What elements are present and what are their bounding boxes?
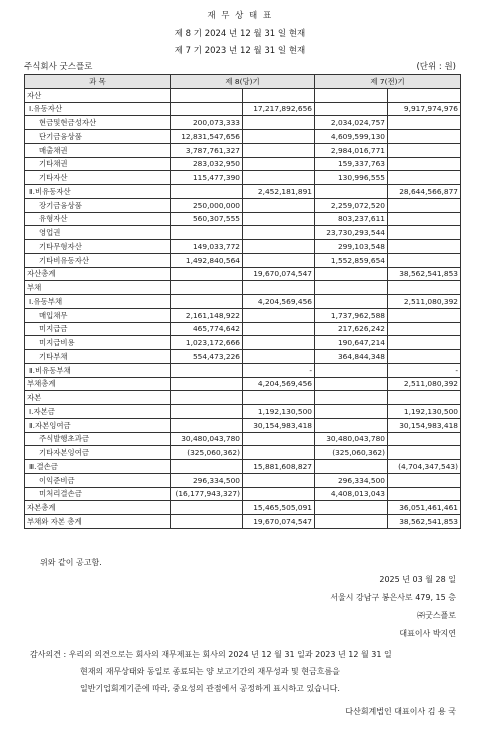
account-label: 영업권: [25, 226, 171, 240]
current-subtotal-value: [243, 212, 315, 226]
prior-subtotal-value: [388, 281, 461, 295]
company-signature: ㈜굿스플로: [417, 611, 456, 620]
account-label: 자산: [25, 88, 171, 102]
prior-subtotal-value: [388, 253, 461, 267]
current-detail-value: [171, 102, 243, 116]
table-row: [25, 253, 461, 267]
current-detail-value: [171, 226, 243, 240]
account-label: 현금및현금성자산: [25, 116, 171, 130]
prior-subtotal-value: -: [388, 363, 461, 377]
prior-detail-value: [315, 267, 388, 281]
table-row: [25, 157, 461, 171]
current-subtotal-value: [243, 171, 315, 185]
table-row: [25, 267, 461, 281]
prior-detail-value: 1,737,962,588: [315, 308, 388, 322]
table-row: [25, 226, 461, 240]
account-label: Ⅱ.자본잉여금: [25, 418, 171, 432]
prior-detail-value: 30,480,043,780: [315, 432, 388, 446]
prior-detail-value: [315, 418, 388, 432]
prior-subtotal-value: [388, 322, 461, 336]
current-detail-value: 2,161,148,922: [171, 308, 243, 322]
prior-subtotal-value: [388, 116, 461, 130]
current-subtotal-value: [243, 432, 315, 446]
table-row: [25, 102, 461, 116]
prior-subtotal-value: [388, 391, 461, 405]
current-detail-value: [171, 295, 243, 309]
table-row: [25, 171, 461, 185]
prior-subtotal-value: [388, 473, 461, 487]
current-detail-value: [171, 267, 243, 281]
table-row: [25, 391, 461, 405]
account-label: 매출채권: [25, 143, 171, 157]
current-subtotal-value: 4,204,569,456: [243, 377, 315, 391]
prior-detail-value: [315, 363, 388, 377]
account-label: 기타부채: [25, 350, 171, 364]
prior-subtotal-value: 28,644,566,877: [388, 185, 461, 199]
current-subtotal-value: [243, 157, 315, 171]
prior-subtotal-value: 1,192,130,500: [388, 405, 461, 419]
table-row: [25, 143, 461, 157]
period-current: 제 8 기 2024 년 12 월 31 일 현재: [174, 29, 306, 39]
prior-detail-value: [315, 515, 388, 529]
current-subtotal-value: 30,154,983,418: [243, 418, 315, 432]
current-detail-value: 30,480,043,780: [171, 432, 243, 446]
table-row: [25, 473, 461, 487]
account-label: 자본총계: [25, 501, 171, 515]
prior-detail-value: 2,984,016,771: [315, 143, 388, 157]
header-prior-period: 제 7(전)기: [315, 75, 461, 89]
table-row: [25, 295, 461, 309]
prior-detail-value: [315, 102, 388, 116]
notice-text: 위와 같이 공고함.: [40, 558, 102, 567]
period-prior: 제 7 기 2023 년 12 월 31 일 현재: [174, 46, 306, 56]
prior-detail-value: 2,034,024,757: [315, 116, 388, 130]
account-label: 단기금융상품: [25, 130, 171, 144]
account-label: 부채와 자본 총계: [25, 515, 171, 529]
table-row: [25, 363, 461, 377]
current-subtotal-value: 19,670,074,547: [243, 267, 315, 281]
prior-detail-value: [315, 391, 388, 405]
account-label: 부채: [25, 281, 171, 295]
account-label: 미처리결손금: [25, 487, 171, 501]
current-subtotal-value: [243, 240, 315, 254]
table-row: [25, 350, 461, 364]
table-row: [25, 198, 461, 212]
table-body: [25, 88, 461, 528]
current-detail-value: 200,073,333: [171, 116, 243, 130]
table-row: [25, 460, 461, 474]
table-row: [25, 432, 461, 446]
account-label: 기타자산: [25, 171, 171, 185]
prior-subtotal-value: [388, 308, 461, 322]
prior-detail-value: [315, 377, 388, 391]
table-row: [25, 515, 461, 529]
prior-subtotal-value: [388, 88, 461, 102]
prior-detail-value: 217,626,242: [315, 322, 388, 336]
prior-subtotal-value: [388, 198, 461, 212]
prior-detail-value: 159,337,763: [315, 157, 388, 171]
current-detail-value: 465,774,642: [171, 322, 243, 336]
account-label: 장기금융상품: [25, 198, 171, 212]
prior-subtotal-value: 2,511,080,392: [388, 295, 461, 309]
current-detail-value: 3,787,761,327: [171, 143, 243, 157]
prior-detail-value: 299,103,548: [315, 240, 388, 254]
prior-subtotal-value: [388, 171, 461, 185]
account-label: Ⅰ.유동부채: [25, 295, 171, 309]
prior-subtotal-value: [388, 240, 461, 254]
prior-detail-value: 364,844,348: [315, 350, 388, 364]
prior-detail-value: [315, 88, 388, 102]
prior-subtotal-value: [388, 350, 461, 364]
current-detail-value: [171, 377, 243, 391]
prior-subtotal-value: [388, 487, 461, 501]
current-subtotal-value: [243, 446, 315, 460]
auditor-name: 다산회계법인 대표이사 김 용 국: [345, 707, 456, 716]
prior-detail-value: 130,996,555: [315, 171, 388, 185]
current-detail-value: 149,033,772: [171, 240, 243, 254]
current-subtotal-value: [243, 116, 315, 130]
account-label: Ⅲ.결손금: [25, 460, 171, 474]
prior-subtotal-value: 2,511,080,392: [388, 377, 461, 391]
table-row: [25, 185, 461, 199]
prior-subtotal-value: 36,051,461,461: [388, 501, 461, 515]
table-row: [25, 308, 461, 322]
account-label: 기타비유동자산: [25, 253, 171, 267]
prior-subtotal-value: [388, 446, 461, 460]
current-subtotal-value: [243, 130, 315, 144]
prior-detail-value: [315, 460, 388, 474]
current-subtotal-value: [243, 350, 315, 364]
account-label: 부채총계: [25, 377, 171, 391]
table-header-row: [25, 75, 461, 89]
prior-subtotal-value: 38,562,541,853: [388, 515, 461, 529]
prior-detail-value: 190,647,214: [315, 336, 388, 350]
current-detail-value: (16,177,943,327): [171, 487, 243, 501]
prior-detail-value: 803,237,611: [315, 212, 388, 226]
prior-subtotal-value: [388, 157, 461, 171]
account-label: Ⅰ.자본금: [25, 405, 171, 419]
audit-line-2: 현재의 재무상태와 동일로 종료되는 양 보고기간의 재무성과 및 현금흐름을: [80, 667, 340, 676]
account-label: 자본: [25, 391, 171, 405]
table-row: [25, 130, 461, 144]
table-row: [25, 487, 461, 501]
current-subtotal-value: [243, 308, 315, 322]
audit-opinion: [30, 646, 470, 697]
account-label: 자산총계: [25, 267, 171, 281]
prior-subtotal-value: [388, 143, 461, 157]
company-name: 주식회사 굿스플로: [24, 62, 93, 72]
prior-detail-value: (325,060,362): [315, 446, 388, 460]
table-row: [25, 446, 461, 460]
current-subtotal-value: [243, 487, 315, 501]
current-detail-value: [171, 501, 243, 515]
current-detail-value: [171, 405, 243, 419]
current-detail-value: [171, 391, 243, 405]
current-detail-value: [171, 88, 243, 102]
prior-subtotal-value: (4,704,347,543): [388, 460, 461, 474]
current-detail-value: [171, 460, 243, 474]
company-address: 서울시 강남구 봉은사로 479, 15 층: [330, 593, 456, 602]
current-subtotal-value: 15,881,608,827: [243, 460, 315, 474]
current-subtotal-value: [243, 88, 315, 102]
current-detail-value: 283,032,950: [171, 157, 243, 171]
current-detail-value: 1,492,840,564: [171, 253, 243, 267]
notice-date: 2025 년 03 월 28 일: [379, 575, 456, 584]
prior-subtotal-value: 30,154,983,418: [388, 418, 461, 432]
current-subtotal-value: 1,192,130,500: [243, 405, 315, 419]
account-label: 미지급비용: [25, 336, 171, 350]
table-row: [25, 322, 461, 336]
header-current-period: 제 8(당)기: [171, 75, 315, 89]
table-row: [25, 405, 461, 419]
table-row: [25, 418, 461, 432]
current-subtotal-value: 17,217,892,656: [243, 102, 315, 116]
balance-sheet-table: [24, 74, 461, 529]
table-row: [25, 240, 461, 254]
account-label: 이익준비금: [25, 473, 171, 487]
current-detail-value: [171, 185, 243, 199]
account-label: Ⅰ.유동자산: [25, 102, 171, 116]
current-subtotal-value: 15,465,505,091: [243, 501, 315, 515]
table-row: [25, 116, 461, 130]
prior-subtotal-value: [388, 130, 461, 144]
header-account: 과 목: [25, 75, 171, 89]
current-detail-value: 250,000,000: [171, 198, 243, 212]
current-subtotal-value: 4,204,569,456: [243, 295, 315, 309]
prior-subtotal-value: 9,917,974,976: [388, 102, 461, 116]
current-subtotal-value: 19,670,074,547: [243, 515, 315, 529]
table-row: [25, 212, 461, 226]
table-row: [25, 336, 461, 350]
current-subtotal-value: [243, 198, 315, 212]
account-label: Ⅱ.비유동자산: [25, 185, 171, 199]
table-row: [25, 281, 461, 295]
prior-detail-value: [315, 501, 388, 515]
current-subtotal-value: 2,452,181,891: [243, 185, 315, 199]
current-subtotal-value: [243, 143, 315, 157]
account-label: 매입채무: [25, 308, 171, 322]
prior-detail-value: [315, 405, 388, 419]
current-detail-value: 12,831,547,656: [171, 130, 243, 144]
prior-detail-value: 296,334,500: [315, 473, 388, 487]
prior-detail-value: 4,609,599,130: [315, 130, 388, 144]
current-detail-value: (325,060,362): [171, 446, 243, 460]
prior-detail-value: 23,730,293,544: [315, 226, 388, 240]
current-subtotal-value: [243, 281, 315, 295]
prior-subtotal-value: [388, 336, 461, 350]
current-subtotal-value: -: [243, 363, 315, 377]
current-detail-value: [171, 363, 243, 377]
prior-subtotal-value: [388, 226, 461, 240]
current-subtotal-value: [243, 322, 315, 336]
unit-label: (단위 : 원): [416, 62, 456, 72]
current-detail-value: [171, 515, 243, 529]
current-detail-value: [171, 418, 243, 432]
current-subtotal-value: [243, 473, 315, 487]
prior-subtotal-value: 38,562,541,853: [388, 267, 461, 281]
prior-subtotal-value: [388, 212, 461, 226]
account-label: 주식발행초과금: [25, 432, 171, 446]
current-detail-value: 554,473,226: [171, 350, 243, 364]
account-label: 기타자본잉여금: [25, 446, 171, 460]
current-subtotal-value: [243, 336, 315, 350]
audit-line-1: 감사의견 : 우리의 의견으로는 회사의 재무제표는 회사의 2024 년 12 월 31 일과 2023 년 12 월 31 일: [30, 650, 392, 659]
prior-detail-value: [315, 295, 388, 309]
prior-detail-value: [315, 281, 388, 295]
document-title: 재 무 상 태 표: [207, 11, 273, 21]
account-label: 유형자산: [25, 212, 171, 226]
prior-detail-value: 4,408,013,043: [315, 487, 388, 501]
current-subtotal-value: [243, 391, 315, 405]
account-label: 기타무형자산: [25, 240, 171, 254]
account-label: Ⅱ.비유동부채: [25, 363, 171, 377]
current-subtotal-value: [243, 226, 315, 240]
current-detail-value: 296,334,500: [171, 473, 243, 487]
table-row: [25, 377, 461, 391]
audit-line-3: 일반기업회계기준에 따라, 중요성의 관점에서 공정하게 표시하고 있습니다.: [80, 684, 340, 693]
account-label: 미지급금: [25, 322, 171, 336]
current-detail-value: [171, 281, 243, 295]
current-detail-value: 560,307,555: [171, 212, 243, 226]
ceo-name: 대표이사 박지연: [399, 629, 456, 638]
account-label: 기타채권: [25, 157, 171, 171]
prior-subtotal-value: [388, 432, 461, 446]
table-row: [25, 88, 461, 102]
prior-detail-value: [315, 185, 388, 199]
current-detail-value: 1,023,172,666: [171, 336, 243, 350]
current-detail-value: 115,477,390: [171, 171, 243, 185]
current-subtotal-value: [243, 253, 315, 267]
table-row: [25, 501, 461, 515]
prior-detail-value: 2,259,072,520: [315, 198, 388, 212]
prior-detail-value: 1,552,859,654: [315, 253, 388, 267]
